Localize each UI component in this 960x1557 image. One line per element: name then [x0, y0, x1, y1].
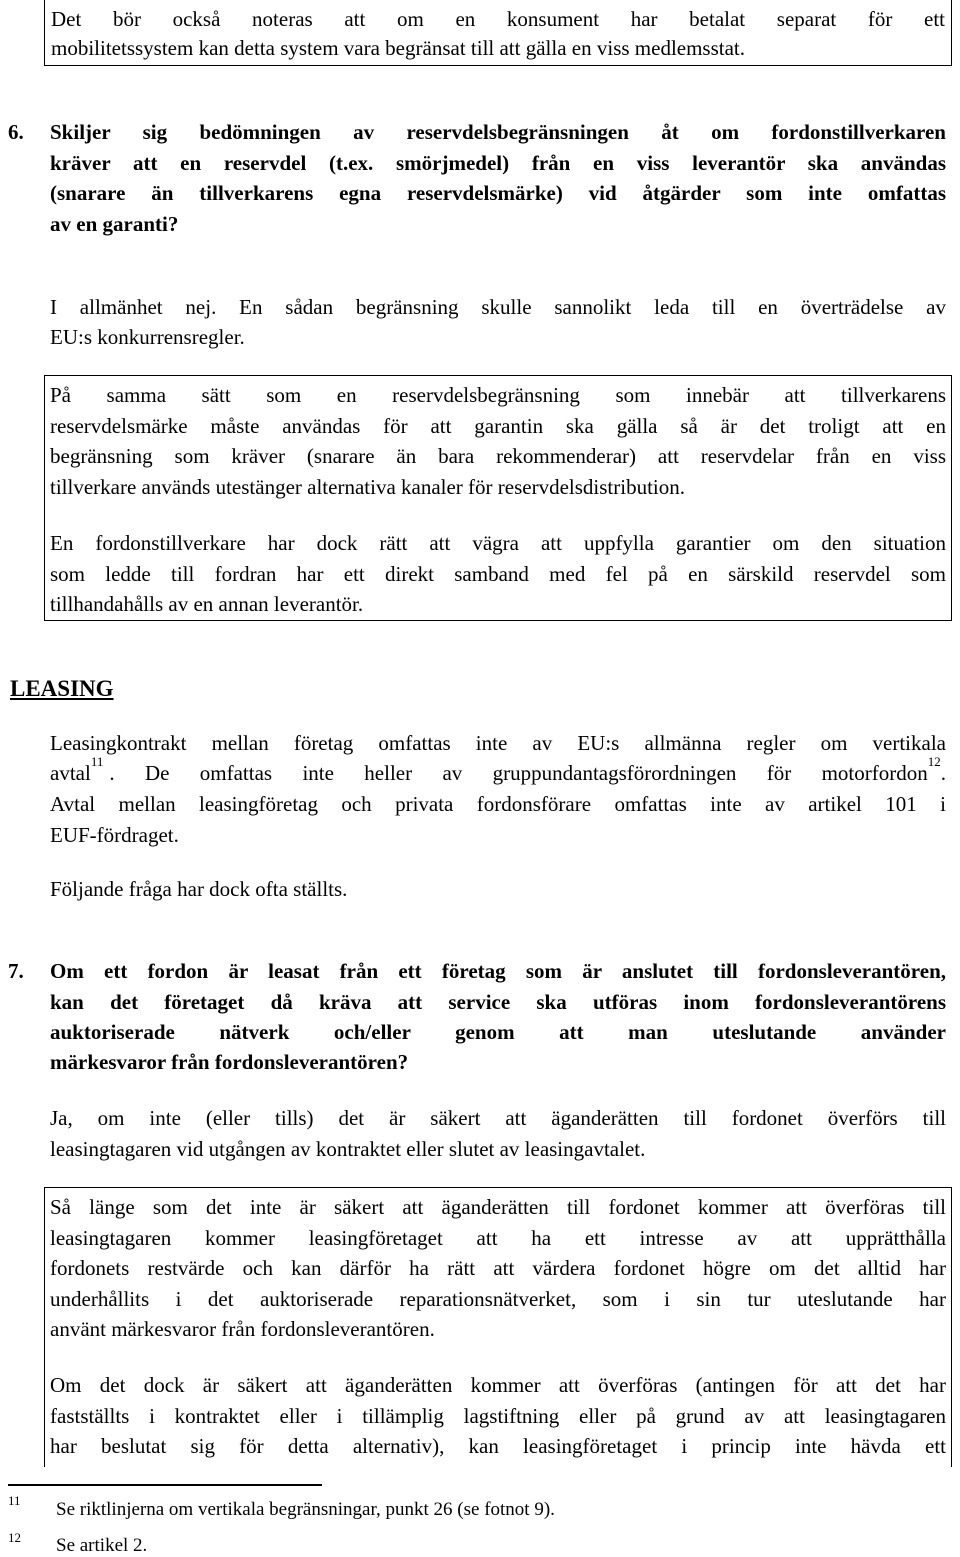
- box3-p2-line-3: har beslutat sig för detta alternativ), kan leasingföretaget i princip inte hävda ett: [50, 1434, 946, 1458]
- answer-7-line-1: Ja, om inte (eller tills) det är säkert att äganderätten till fordonet överförs till: [50, 1106, 946, 1130]
- footnote-separator: [8, 1484, 322, 1486]
- box2-p1-line-3: begränsning som kräver (snarare än bara rekommenderar) att reservdelar från en viss: [50, 444, 946, 468]
- box3-p2-line-1: Om det dock är säkert att äganderätten kommer att överföras (antingen för att det har: [50, 1373, 946, 1397]
- question-6-line-4: av en garanti?: [50, 212, 179, 236]
- leasing-p1-line-4: EUF-fördraget.: [50, 823, 179, 847]
- text-box-1: [44, 0, 952, 66]
- leasing-p1-line-1: Leasingkontrakt mellan företag omfattas inte av EU:s allmänna regler om vertikala: [50, 731, 946, 755]
- box2-p2-line-3: tillhandahålls av en annan leverantör.: [50, 592, 364, 616]
- box3-p1-line-2: leasingtagaren kommer leasingföretaget att ha ett intresse av att upprätthålla: [50, 1226, 946, 1250]
- leasing-p1-line-2-part: [50, 754, 104, 785]
- footnote-12-text: Se artikel 2.: [56, 1535, 148, 1556]
- leasing-p2: Följande fråga har dock ofta ställts.: [50, 877, 348, 901]
- leasing-p1-avtal: avtal: [50, 761, 91, 785]
- question-7-line-2: kan det företaget då kräva att service ska utföras inom fordonsleverantörens: [50, 990, 946, 1014]
- footnote-ref-11: 11: [90, 754, 104, 769]
- text-box-3: [44, 1187, 952, 1467]
- question-7-number: 7.: [8, 959, 24, 983]
- leasing-p1-line-2-text: . De omfattas inte heller av gruppundantagsförordningen för motorfordon: [109, 761, 928, 785]
- footnote-ref-12: 12: [927, 754, 941, 769]
- question-7-line-4: märkesvaror från fordonsleverantören?: [50, 1050, 409, 1074]
- box3-p1-line-4: underhållits i det auktoriserade reparationsnätverket, som i sin tur uteslutande har: [50, 1287, 946, 1311]
- box3-p1-line-5: använt märkesvaror från fordonsleverantören.: [50, 1317, 435, 1341]
- leasing-p1-line-2: [50, 754, 946, 785]
- box2-p2-line-1: En fordonstillverkare har dock rätt att vägra att uppfylla garantier om den situation: [50, 531, 946, 555]
- answer-7-line-2: leasingtagaren vid utgången av kontraktet eller slutet av leasingavtalet.: [50, 1137, 646, 1161]
- question-7-line-1: Om ett fordon är leasat från ett företag som är anslutet till fordonsleverantören,: [50, 959, 946, 983]
- leasing-heading: LEASING: [10, 676, 114, 701]
- box2-p1-line-1: På samma sätt som en reservdelsbegränsning som innebär att tillverkarens: [50, 383, 946, 407]
- leasing-p1-line-2-end: [927, 754, 946, 785]
- footnote-11-number: 11: [8, 1493, 21, 1508]
- question-7-line-3: auktoriserade nätverk och/eller genom att man uteslutande använder: [50, 1020, 946, 1044]
- box3-p2-line-2: fastställts i kontraktet eller i tillämplig lagstiftning eller på grund av att leasingtagaren: [50, 1404, 946, 1428]
- question-6-line-3: (snarare än tillverkarens egna reservdelsmärke) vid åtgärder som inte omfattas: [50, 181, 946, 205]
- leasing-p1-line-2-rest: [103, 754, 946, 785]
- box3-p1-line-3: fordonets restvärde och kan därför ha rätt att värdera fordonet högre om det alltid har: [50, 1256, 946, 1280]
- box2-p2-line-2: som ledde till fordran har ett direkt samband med fel på en särskild reservdel som: [50, 562, 946, 586]
- footnote-11-text: Se riktlinjerna om vertikala begränsningar, punkt 26 (se fotnot 9).: [56, 1499, 555, 1520]
- box2-p1-line-4: tillverkare används utestänger alternativa kanaler för reservdelsdistribution.: [50, 475, 686, 499]
- question-6-line-2: kräver att en reservdel (t.ex. smörjmedel) från en viss leverantör ska användas: [50, 151, 946, 175]
- box2-p1-line-2: reservdelsmärke måste användas för att garantin ska gälla så är det troligt att en: [50, 414, 946, 438]
- answer-6-line-2: EU:s konkurrensregler.: [50, 325, 245, 349]
- question-6-line-1: Skiljer sig bedömningen av reservdelsbegränsningen åt om fordonstillverkaren: [50, 120, 946, 144]
- box3-p1-line-1: Så länge som det inte är säkert att äganderätten till fordonet kommer att överföras till: [50, 1195, 946, 1219]
- question-6-number: 6.: [8, 120, 24, 144]
- box1-line-1: Det bör också noteras att om en konsument har betalat separat för ett: [51, 7, 945, 31]
- footnote-12-number: 12: [8, 1530, 21, 1545]
- leasing-p1-line-3: Avtal mellan leasingföretag och privata fordonsförare omfattas inte av artikel 101 i: [50, 792, 946, 816]
- text-box-2: [44, 375, 952, 621]
- box1-line-2: mobilitetssystem kan detta system vara begränsat till att gälla en viss medlemsstat.: [51, 36, 746, 60]
- answer-6-line-1: I allmänhet nej. En sådan begränsning skulle sannolikt leda till en överträdelse av: [50, 295, 946, 319]
- leasing-p1-period: .: [940, 761, 946, 785]
